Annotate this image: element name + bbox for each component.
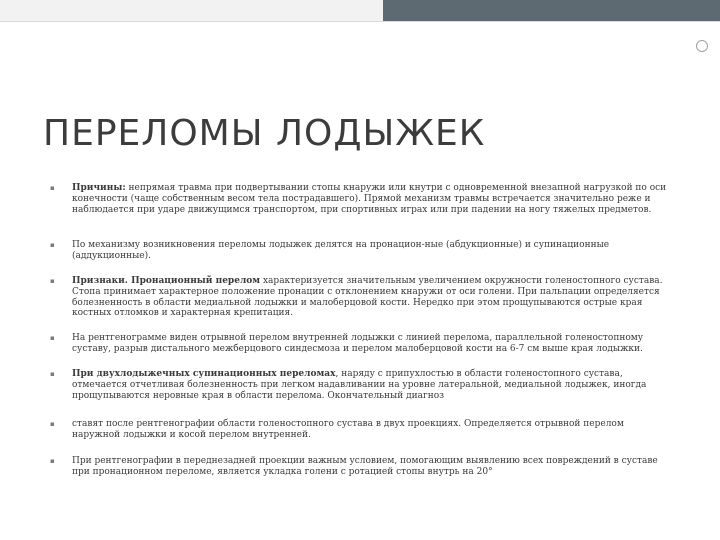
bullet-marker: ▪ (50, 277, 55, 285)
bullet-text: непрямая травма при подвертывании стопы кнаружи или кнутри с одновременной внезапной нагрузкой по оси конечности (чаще собственным весом тела пострадавшего). Прямой механизм травмы встречается значительно реже и наблюдается при ударе движущимся транспортом, при спортивных играх или при падении на ногу тяжелых предметов. (72, 183, 667, 215)
bullet-bold-lead: При двухлодыжечных супинационных переломах (72, 369, 336, 379)
bullet-item (50, 333, 668, 355)
slide-corner-circle (696, 40, 708, 52)
bullet-text: На рентгенограмме виден отрывной перелом внутренней лодыжки с линией перелома, параллельной голеностопному суставу, разрыв дистального межберцового синдесмоза и перелом малоберцовой кости на 6-7 см выше края лодыжки. (72, 333, 644, 354)
top-decoration-bar (0, 0, 720, 22)
bullet-bold-lead: Причины: (72, 183, 126, 193)
bullet-marker: ▪ (50, 370, 55, 378)
bullet-item (50, 240, 668, 262)
bullet-item (50, 276, 668, 319)
bullet-marker: ▪ (50, 334, 55, 342)
bullet-bold-lead: Признаки. Пронационный перелом (72, 276, 261, 286)
bullet-item (50, 456, 668, 478)
bullet-item (50, 419, 668, 441)
top-bar-rule (0, 21, 720, 22)
bullet-marker: ▪ (50, 420, 55, 428)
bullet-text: , наряду с припухлостью в области голеностопного сустава, отмечается отчетливая болезненность при легком надавливании на уровне латеральной, медиальной лодыжек, иногда прощупываются неровные края в области перелома. Окончательный диагноз (72, 369, 647, 401)
bullet-marker: ▪ (50, 457, 55, 465)
bullet-marker: ▪ (50, 241, 55, 249)
top-bar-dark-band (383, 0, 720, 22)
bullet-text: При рентгенографии в переднезадней проекции важным условием, помогающим выявлению всех повреждений в суставе при пронационном переломе, является укладка голени с ротацией стопы внутрь на 20° (72, 456, 658, 477)
bullet-item (50, 183, 668, 215)
slide-title: ПЕРЕЛОМЫ ЛОДЫЖЕК (43, 113, 486, 154)
bullet-text: По механизму возникновения переломы лодыжек делятся на пронацион-ные (абдукционные) и супинационные (аддукционные). (72, 240, 610, 261)
bullet-marker: ▪ (50, 184, 55, 192)
bullet-item (50, 369, 668, 401)
bullet-text: характеризуется значительным увеличением окружности голеностопного сустава. Стопа принимает характерное положение пронации с отклонением кнаружи от оси голени. При пальпации определяется болезненность в области медиальной лодыжки и малоберцовой кости. Нередко при этом прощупываются острые края костных отломков и характерная крепитация. (72, 276, 663, 319)
bullet-text: ставят после рентгенографии области голеностопного сустава в двух проекциях. Определяется отрывной перелом наружной лодыжки и косой перелом внутренней. (72, 419, 624, 440)
